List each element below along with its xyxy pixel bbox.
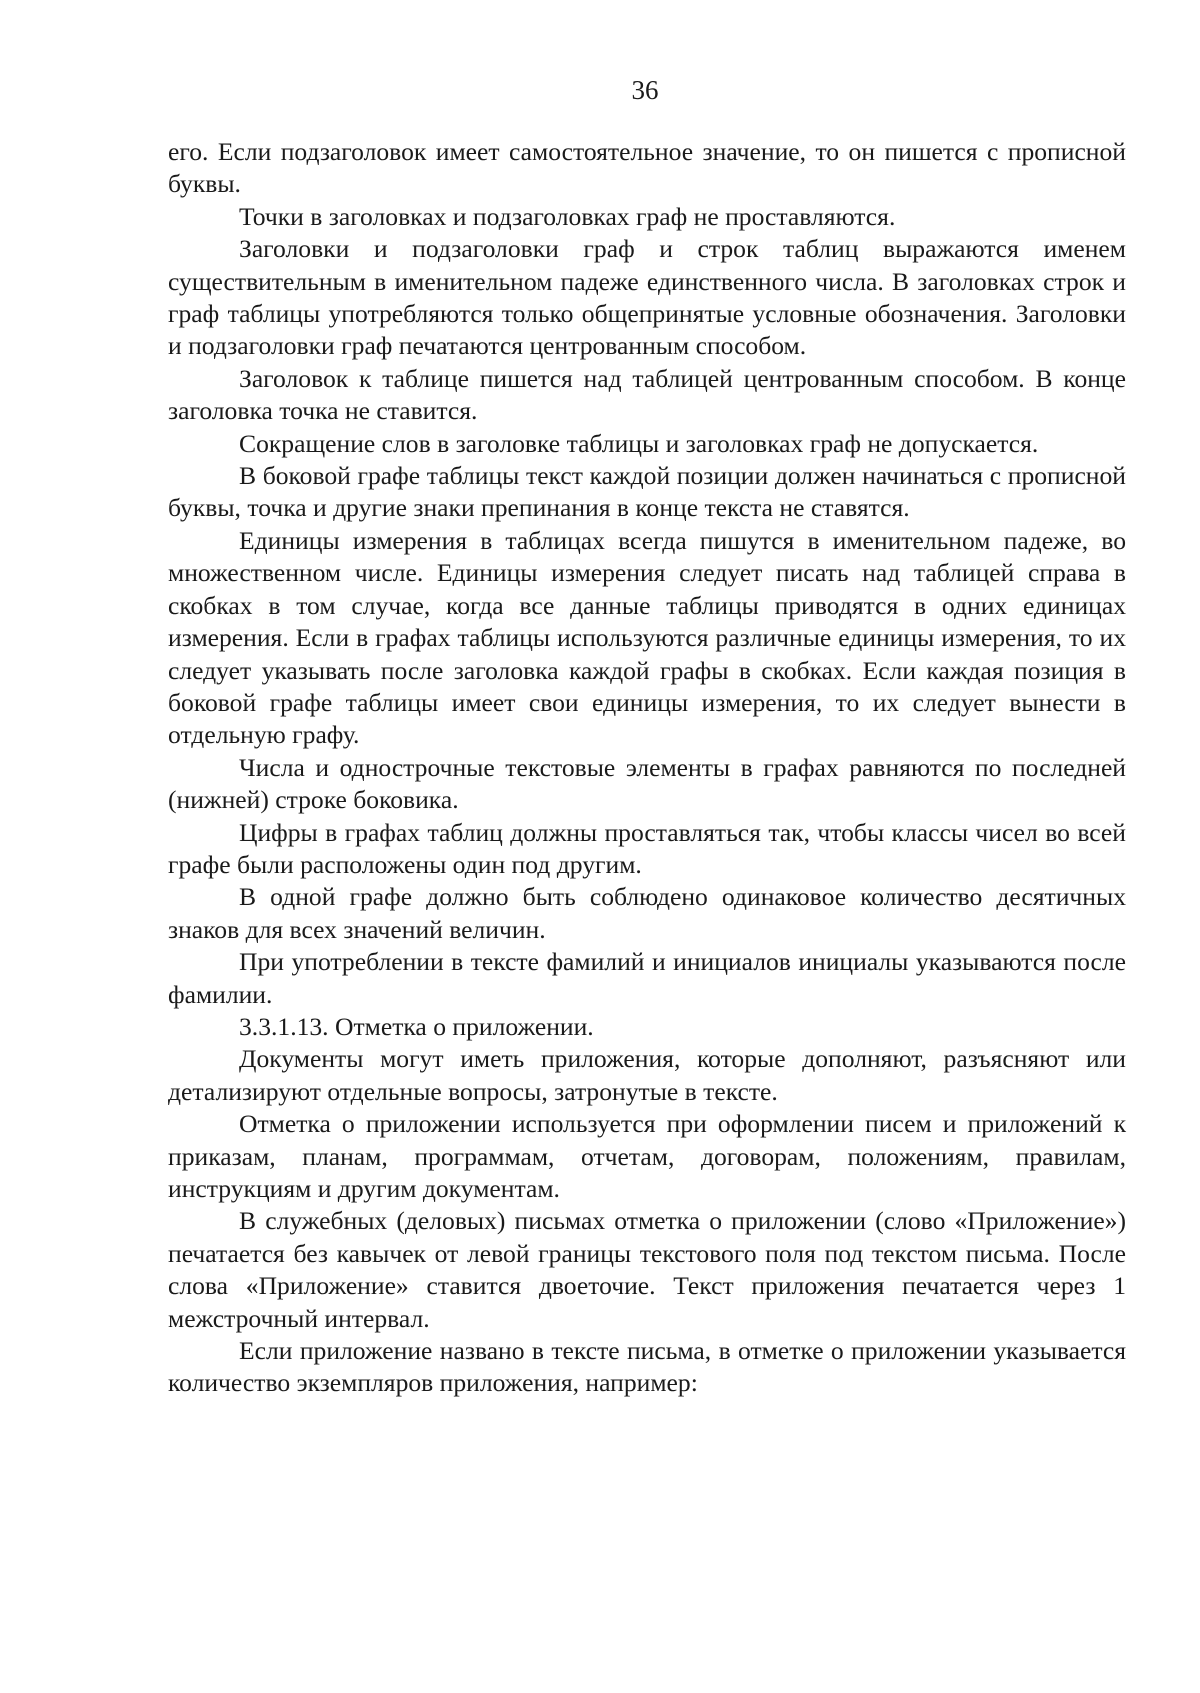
page-number: 36 [631, 75, 659, 105]
paragraph: В служебных (деловых) письмах отметка о приложении (слово «Приложение») печатается без кавычек от левой границы текстового поля под текстом письма. После слова «Приложение» ставится двоеточие. Текст приложения печатается через 1 межстрочный интервал. [168, 1206, 1126, 1333]
paragraph: Отметка о приложении используется при оформлении писем и приложений к приказам, планам, программам, отчетам, договорам, положениям, правилам, инструкциям и другим документам. [168, 1109, 1126, 1203]
section-heading: 3.3.1.13. Отметка о приложении. [239, 1011, 594, 1041]
paragraph: Числа и однострочные текстовые элементы в графах равняются по последней (нижней) строке боковика. [168, 752, 1126, 815]
paragraph: Точки в заголовках и подзаголовках граф не проставляются. [239, 201, 896, 231]
paragraph: Если приложение названо в тексте письма, в отметке о приложении указывается количество экземпляров приложения, например: [168, 1336, 1126, 1398]
paragraph: Сокращение слов в заголовке таблицы и заголовках граф не допускается. [239, 428, 1039, 458]
paragraph: Цифры в графах таблиц должны проставляться так, чтобы классы чисел во всей графе были расположены один под другим. [168, 817, 1126, 879]
document-body [168, 136, 1126, 1400]
paragraph: Заголовки и подзаголовки граф и строк таблиц выражаются именем существительным в именительном падеже единственного числа. В заголовках строк и граф таблицы употребляются только общепринятые условные обозначения. Заголовки и подзаголовки граф печатаются центрованным способом. [168, 234, 1126, 361]
paragraph: Заголовок к таблице пишется над таблицей центрованным способом. В конце заголовка точка не ставится. [168, 363, 1126, 426]
paragraph: В одной графе должно быть соблюдено одинаковое количество десятичных знаков для всех значений величин. [168, 882, 1126, 944]
paragraph: Единицы измерения в таблицах всегда пишутся в именительном падеже, во множественном числе. Единицы измерения следует писать над таблицей справа в скобках в том случае, когда все данные таблицы приводятся в одних единицах измерения. Если в графах таблицы используются различные единицы измерения, то их следует указывать после заголовка каждой графы в скобках. Если каждая позиция в боковой графе таблицы имеет свои единицы измерения, то их следует вынести в отдельную графу. [168, 525, 1126, 750]
paragraph: При употреблении в тексте фамилий и инициалов инициалы указываются после фамилии. [168, 947, 1126, 1009]
paragraph: В боковой графе таблицы текст каждой позиции должен начинаться с прописной буквы, точка и другие знаки препинания в конце текста не ставятся. [168, 461, 1126, 523]
paragraph: Документы могут иметь приложения, которые дополняют, разъясняют или детализируют отдельные вопросы, затронутые в тексте. [168, 1044, 1126, 1106]
paragraph-continuation: его. Если подзаголовок имеет самостоятельное значение, то он пишется с прописной буквы. [168, 137, 1126, 199]
